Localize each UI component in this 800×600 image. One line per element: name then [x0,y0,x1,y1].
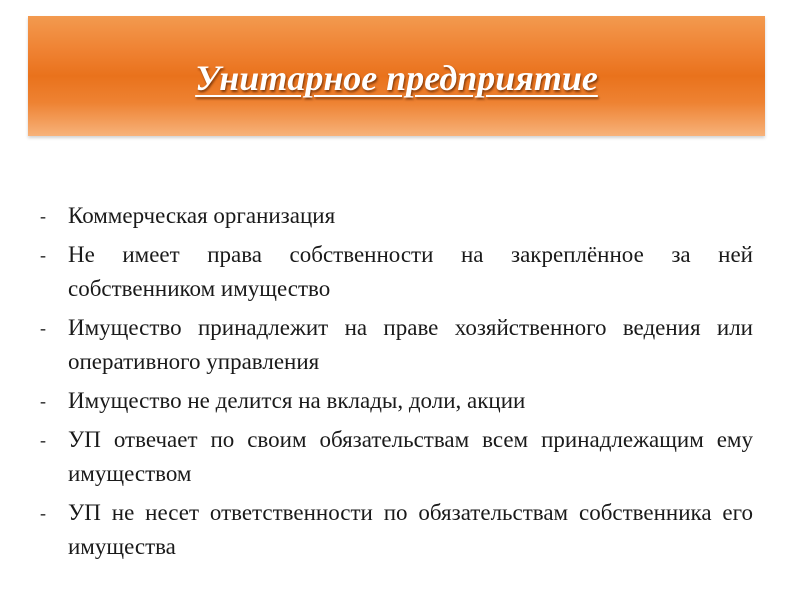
slide-title: Унитарное предприятие [195,58,598,98]
bullet-item [40,238,753,306]
bullet-dash-icon: - [40,245,46,265]
bullet-text: Имущество принадлежит на праве хозяйственного ведения или оперативного управления [68,315,753,374]
bullet-dash-icon: - [40,391,46,411]
bullet-dash-icon: - [40,430,46,450]
bullet-dash-icon: - [40,503,46,523]
bullet-text: Коммерческая организация [68,203,336,228]
bullet-item [40,384,753,418]
bullet-item [40,496,753,564]
title-banner [28,16,765,136]
bullet-list [40,199,753,569]
bullet-item [40,423,753,491]
bullet-text: УП отвечает по своим обязательствам всем принадлежащим ему имуществом [68,427,753,486]
bullet-item [40,199,753,233]
bullet-item [40,311,753,379]
bullet-text: УП не несет ответственности по обязательствам собственника его имущества [68,500,753,559]
bullet-dash-icon: - [40,206,46,226]
bullet-text: Не имеет права собственности на закреплённое за ней собственником имущество [68,242,753,301]
bullet-text: Имущество не делится на вклады, доли, акции [68,388,526,413]
bullet-dash-icon: - [40,318,46,338]
